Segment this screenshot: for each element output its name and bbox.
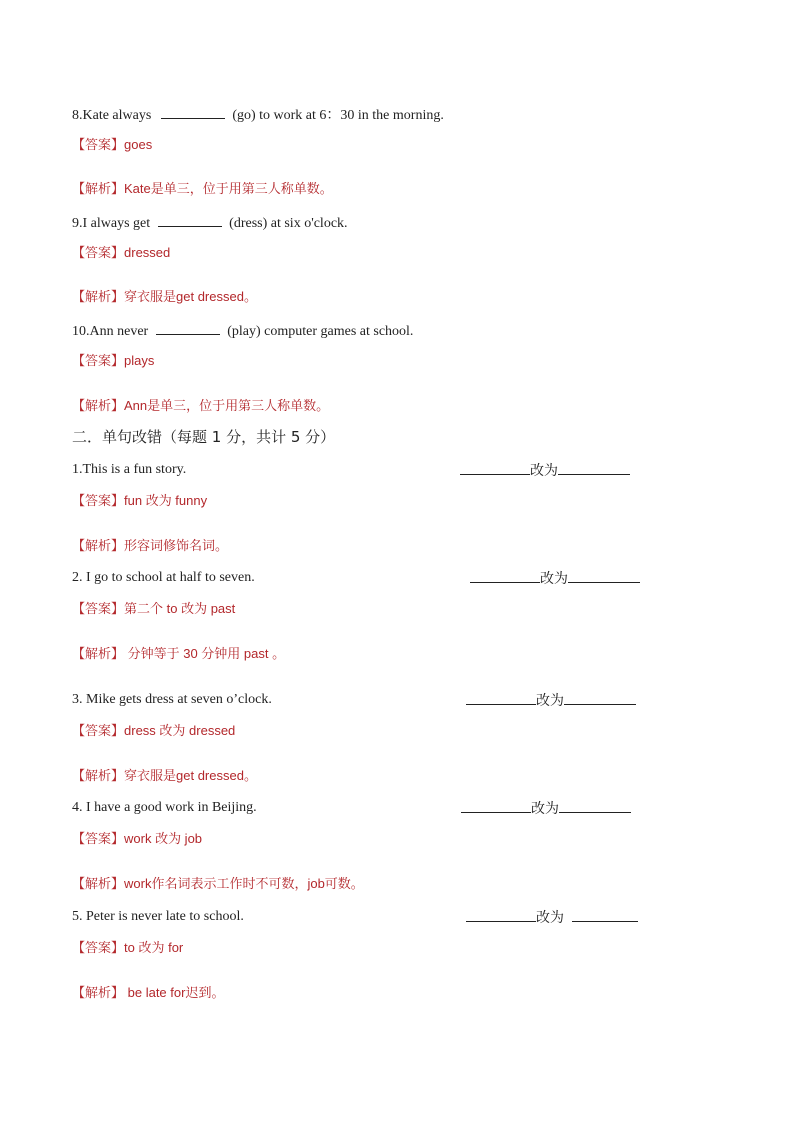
question-text: 9.I always get [72,216,151,231]
answer-text: goes [124,137,153,152]
explain-text: be late for迟到。 [124,985,225,1000]
explain-text: Kate是单三，位于用第三人称单数。 [124,181,333,196]
explain-c2 [72,645,285,663]
answer-9 [72,244,170,262]
answer-c4 [72,830,202,848]
explain-tag: 【解析】 [72,398,125,413]
question-text: 8.Kate always [72,108,152,123]
explain-c1 [72,537,228,555]
correction-3 [72,691,272,709]
correction-5 [72,908,244,926]
explain-text: Ann是单三，位于用第三人称单数。 [124,398,330,413]
answer-text: dressed [124,245,171,260]
right-word-blank [572,907,638,922]
wrong-word-blank [466,690,536,705]
explain-tag: 【解析】 [72,538,125,553]
answer-text: plays [124,353,155,368]
question-10 [72,320,413,341]
wrong-word-blank [460,460,530,475]
correction-blanks [460,460,630,481]
change-label: 改为 [536,693,564,709]
question-text: 3. Mike gets dress at seven o’clock. [72,692,272,707]
explain-c5 [72,984,224,1002]
answer-c5 [72,939,183,957]
correction-4 [72,799,257,817]
answer-tag: 【答案】 [72,493,125,508]
answer-tag: 【答案】 [72,137,125,152]
right-word-blank [558,460,630,475]
answer-c3 [72,722,235,740]
question-hint: (play) computer games at school. [227,324,414,339]
explain-text: 穿衣服是get dressed。 [124,768,257,783]
wrong-word-blank [466,907,536,922]
change-label: 改为 [536,910,564,926]
answer-text: 第二个 to 改为 past [124,601,236,616]
answer-c1 [72,492,207,510]
wrong-word-blank [461,798,531,813]
correction-blanks [461,798,631,819]
question-9 [72,212,348,233]
answer-text: dress 改为 dressed [124,723,236,738]
answer-blank [158,212,222,227]
answer-tag: 【答案】 [72,723,125,738]
correction-2 [72,569,255,587]
answer-10 [72,352,154,370]
explain-9 [72,288,257,306]
explain-10 [72,397,329,415]
explain-text: 形容词修饰名词。 [124,538,229,553]
question-text: 10.Ann never [72,324,149,339]
right-word-blank [564,690,636,705]
answer-tag: 【答案】 [72,940,125,955]
answer-tag: 【答案】 [72,353,125,368]
correction-blanks [466,690,636,711]
explain-text: 穿衣服是get dressed。 [124,289,257,304]
correction-blanks [470,568,640,589]
answer-tag: 【答案】 [72,245,125,260]
section-title-text: 二．单句改错（每题 1 分，共计 5 分） [72,428,336,446]
answer-blank [156,320,220,335]
answer-text: to 改为 for [124,940,184,955]
explain-tag: 【解析】 [72,181,125,196]
explain-tag: 【解析】 [72,876,125,891]
correction-blanks [466,907,638,928]
change-label: 改为 [530,463,558,479]
section-title [72,428,335,446]
wrong-word-blank [470,568,540,583]
question-text: 4. I have a good work in Beijing. [72,800,257,815]
change-label: 改为 [540,571,568,587]
question-hint: (dress) at six o'clock. [229,216,348,231]
right-word-blank [568,568,640,583]
explain-tag: 【解析】 [72,646,125,661]
change-label: 改为 [531,801,559,817]
answer-8 [72,136,152,154]
explain-text: work作名词表示工作时不可数，job可数。 [124,876,364,891]
question-text: 1.This is a fun story. [72,462,187,477]
explain-text: 分钟等于 30 分钟用 past 。 [124,646,286,661]
explain-8 [72,180,333,198]
explain-c4 [72,875,364,893]
answer-tag: 【答案】 [72,831,125,846]
question-hint: (go) to work at 6：30 in the morning. [232,108,444,123]
question-text: 2. I go to school at half to seven. [72,570,255,585]
answer-text: fun 改为 funny [124,493,208,508]
answer-c2 [72,600,235,618]
explain-tag: 【解析】 [72,985,125,1000]
answer-blank [161,104,225,119]
answer-tag: 【答案】 [72,601,125,616]
explain-tag: 【解析】 [72,768,125,783]
correction-1 [72,461,186,479]
right-word-blank [559,798,631,813]
explain-c3 [72,767,257,785]
answer-text: work 改为 job [124,831,203,846]
explain-tag: 【解析】 [72,289,125,304]
question-text: 5. Peter is never late to school. [72,909,244,924]
question-8 [72,104,444,125]
